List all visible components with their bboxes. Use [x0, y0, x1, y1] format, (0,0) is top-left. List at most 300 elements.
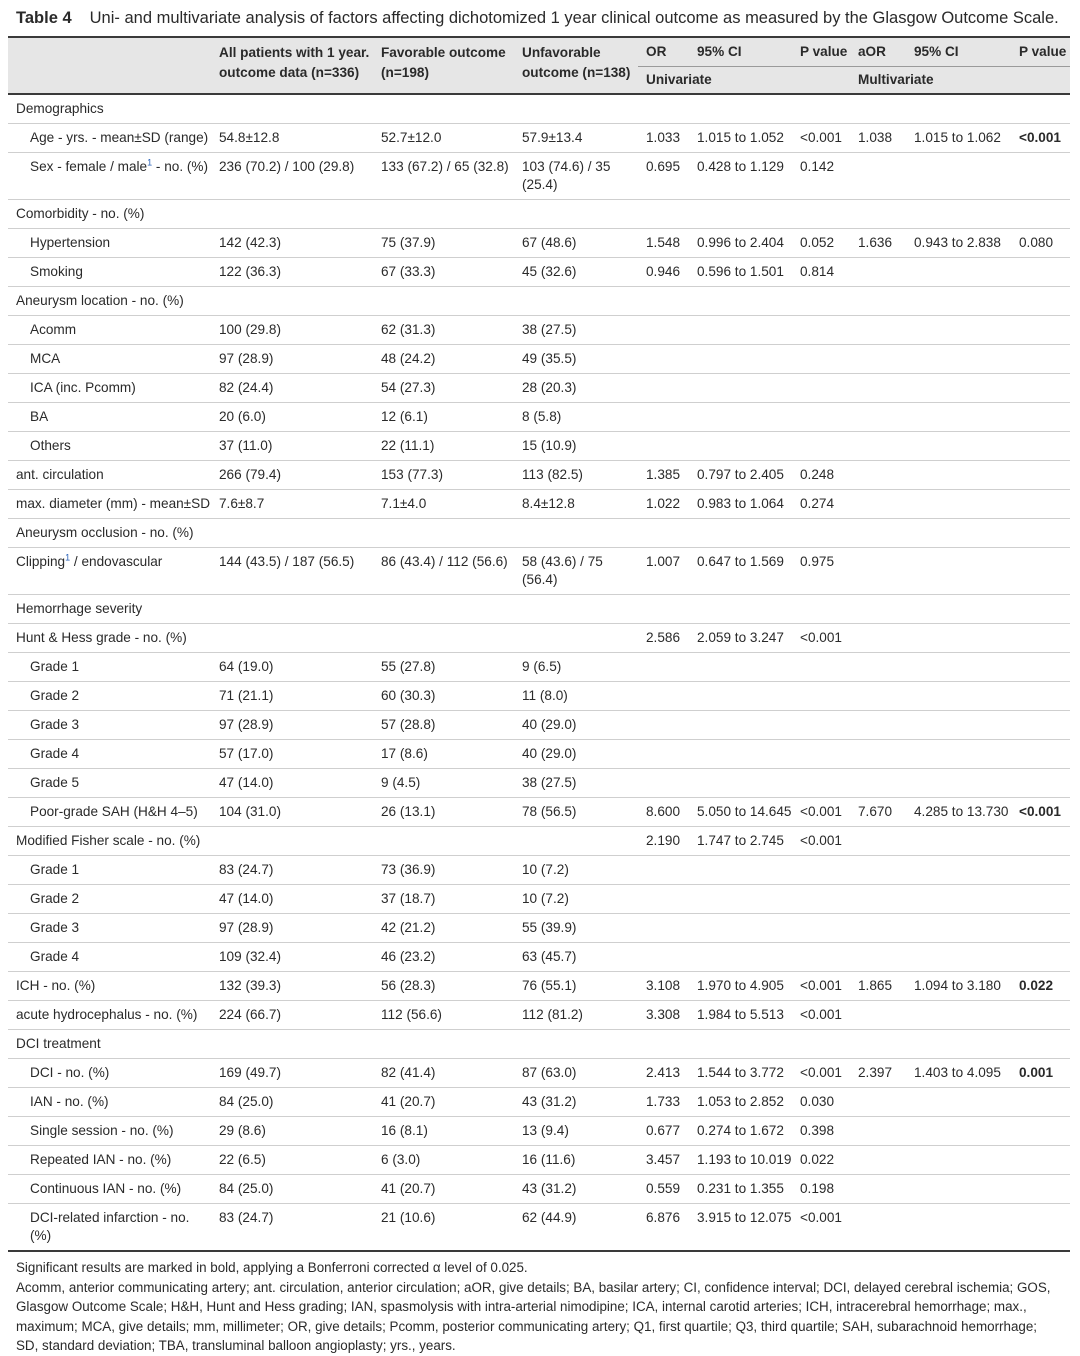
cell-adjusted-p-value [1011, 432, 1070, 461]
cell-p-value [792, 374, 850, 403]
cell-adjusted-ci: 1.094 to 3.180 [906, 972, 1011, 1001]
cell-all-patients: 224 (66.7) [211, 1001, 373, 1030]
row-label [8, 461, 211, 490]
table-row [8, 914, 1070, 943]
cell-aor [850, 490, 906, 519]
cell-p-value [792, 403, 850, 432]
cell-unfavorable: 87 (63.0) [514, 1059, 638, 1088]
row-label-text: Grade 5 [30, 775, 80, 790]
cell-favorable: 9 (4.5) [373, 769, 514, 798]
cell-unfavorable: 8 (5.8) [514, 403, 638, 432]
cell-unfavorable: 11 (8.0) [514, 682, 638, 711]
table-row [8, 972, 1070, 1001]
section-row [8, 200, 1070, 229]
row-label [8, 258, 211, 287]
row-label [8, 316, 211, 345]
cell-ci: 0.996 to 2.404 [689, 229, 792, 258]
header-multivariate: Multivariate [858, 72, 934, 87]
cell-or [638, 316, 689, 345]
cell-adjusted-ci [906, 316, 1011, 345]
table-row [8, 1204, 1070, 1252]
cell-p-value [792, 885, 850, 914]
table-row [8, 548, 1070, 595]
cell-all-patients: 22 (6.5) [211, 1146, 373, 1175]
row-label [8, 653, 211, 682]
cell-aor [850, 682, 906, 711]
cell-all-patients: 132 (39.3) [211, 972, 373, 1001]
cell-favorable: 67 (33.3) [373, 258, 514, 287]
cell-or: 0.559 [638, 1175, 689, 1204]
row-label [8, 490, 211, 519]
table-row [8, 1175, 1070, 1204]
row-label [8, 1175, 211, 1204]
cell-unfavorable: 38 (27.5) [514, 316, 638, 345]
cell-favorable [373, 624, 514, 653]
cell-adjusted-ci [906, 345, 1011, 374]
cell-adjusted-ci [906, 1117, 1011, 1146]
cell-all-patients [211, 624, 373, 653]
cell-p-value: 0.022 [792, 1146, 850, 1175]
cell-ci: 1.747 to 2.745 [689, 827, 792, 856]
cell-favorable: 46 (23.2) [373, 943, 514, 972]
cell-ci [689, 316, 792, 345]
cell-adjusted-ci [906, 403, 1011, 432]
cell-aor [850, 1146, 906, 1175]
cell-adjusted-p-value [1011, 374, 1070, 403]
cell-ci [689, 345, 792, 374]
cell-adjusted-ci [906, 258, 1011, 287]
cell-adjusted-ci [906, 740, 1011, 769]
row-label-suffix: / endovascular [70, 554, 163, 569]
cell-aor [850, 1175, 906, 1204]
cell-p-value [792, 711, 850, 740]
cell-adjusted-ci [906, 461, 1011, 490]
cell-or: 8.600 [638, 798, 689, 827]
cell-adjusted-p-value [1011, 711, 1070, 740]
cell-or: 1.022 [638, 490, 689, 519]
cell-or: 1.385 [638, 461, 689, 490]
table-row [8, 403, 1070, 432]
cell-unfavorable: 16 (11.6) [514, 1146, 638, 1175]
row-label-text: Grade 1 [30, 862, 80, 877]
row-label-text: BA [30, 409, 49, 424]
row-label [8, 856, 211, 885]
cell-aor [850, 403, 906, 432]
row-label-text: Age - yrs. - mean±SD (range) [30, 130, 209, 145]
cell-ci [689, 769, 792, 798]
cell-adjusted-ci [906, 374, 1011, 403]
table-row [8, 943, 1070, 972]
cell-adjusted-ci [906, 827, 1011, 856]
cell-unfavorable: 76 (55.1) [514, 972, 638, 1001]
cell-aor [850, 1001, 906, 1030]
section-label: Demographics [8, 94, 1070, 124]
cell-all-patients: 29 (8.6) [211, 1117, 373, 1146]
row-label [8, 914, 211, 943]
cell-adjusted-p-value [1011, 682, 1070, 711]
cell-adjusted-p-value [1011, 1117, 1070, 1146]
cell-aor [850, 711, 906, 740]
row-label [8, 682, 211, 711]
cell-adjusted-ci [906, 1088, 1011, 1117]
cell-adjusted-ci [906, 490, 1011, 519]
cell-ci: 1.984 to 5.513 [689, 1001, 792, 1030]
cell-adjusted-ci [906, 1175, 1011, 1204]
cell-p-value: 0.274 [792, 490, 850, 519]
row-label [8, 432, 211, 461]
section-row [8, 595, 1070, 624]
cell-all-patients: 236 (70.2) / 100 (29.8) [211, 153, 373, 200]
cell-favorable: 54 (27.3) [373, 374, 514, 403]
cell-all-patients: 122 (36.3) [211, 258, 373, 287]
cell-favorable: 12 (6.1) [373, 403, 514, 432]
cell-ci [689, 403, 792, 432]
cell-all-patients: 97 (28.9) [211, 914, 373, 943]
cell-all-patients: 57 (17.0) [211, 740, 373, 769]
cell-p-value: <0.001 [792, 798, 850, 827]
table-row [8, 653, 1070, 682]
cell-p-value: 0.398 [792, 1117, 850, 1146]
cell-unfavorable: 15 (10.9) [514, 432, 638, 461]
cell-aor [850, 1204, 906, 1252]
cell-unfavorable: 8.4±12.8 [514, 490, 638, 519]
row-label-text: Clipping [16, 554, 66, 569]
cell-adjusted-p-value [1011, 856, 1070, 885]
cell-all-patients: 47 (14.0) [211, 769, 373, 798]
cell-unfavorable: 38 (27.5) [514, 769, 638, 798]
table-body [8, 94, 1070, 1251]
cell-unfavorable: 13 (9.4) [514, 1117, 638, 1146]
cell-or: 1.033 [638, 124, 689, 153]
table-row [8, 345, 1070, 374]
cell-adjusted-ci [906, 432, 1011, 461]
cell-unfavorable: 40 (29.0) [514, 740, 638, 769]
cell-favorable: 41 (20.7) [373, 1175, 514, 1204]
cell-favorable: 73 (36.9) [373, 856, 514, 885]
cell-aor [850, 914, 906, 943]
header-all-patients: All patients with 1 year. outcome data (n=336) [219, 44, 370, 80]
cell-or: 0.677 [638, 1117, 689, 1146]
table-label: Table 4 [16, 8, 72, 27]
section-row [8, 94, 1070, 124]
cell-favorable: 16 (8.1) [373, 1117, 514, 1146]
table-row [8, 1088, 1070, 1117]
cell-aor: 2.397 [850, 1059, 906, 1088]
cell-favorable: 55 (27.8) [373, 653, 514, 682]
cell-unfavorable [514, 624, 638, 653]
cell-adjusted-ci [906, 1001, 1011, 1030]
row-label-text: Grade 4 [30, 746, 80, 761]
row-label-text: Acomm [30, 322, 77, 337]
section-label: Comorbidity - no. (%) [8, 200, 1070, 229]
cell-unfavorable: 67 (48.6) [514, 229, 638, 258]
cell-all-patients: 109 (32.4) [211, 943, 373, 972]
cell-adjusted-ci [906, 1204, 1011, 1252]
cell-adjusted-p-value [1011, 258, 1070, 287]
row-label-text: Grade 3 [30, 717, 80, 732]
cell-all-patients: 37 (11.0) [211, 432, 373, 461]
cell-or: 3.457 [638, 1146, 689, 1175]
row-label-text: max. diameter (mm) - mean±SD [16, 496, 211, 511]
cell-p-value: 0.142 [792, 153, 850, 200]
cell-favorable: 86 (43.4) / 112 (56.6) [373, 548, 514, 595]
cell-p-value: 0.052 [792, 229, 850, 258]
row-label [8, 1146, 211, 1175]
row-label-text: Others [30, 438, 71, 453]
cell-all-patients: 144 (43.5) / 187 (56.5) [211, 548, 373, 595]
table-row [8, 490, 1070, 519]
cell-unfavorable: 49 (35.5) [514, 345, 638, 374]
footnote-marker: 1 [65, 552, 71, 563]
cell-ci: 3.915 to 12.075 [689, 1204, 792, 1252]
cell-all-patients: 84 (25.0) [211, 1175, 373, 1204]
table-row [8, 856, 1070, 885]
cell-ci: 0.428 to 1.129 [689, 153, 792, 200]
cell-or: 0.946 [638, 258, 689, 287]
table-row [8, 740, 1070, 769]
cell-p-value [792, 432, 850, 461]
cell-favorable: 153 (77.3) [373, 461, 514, 490]
cell-unfavorable: 103 (74.6) / 35 (25.4) [514, 153, 638, 200]
cell-adjusted-ci [906, 711, 1011, 740]
cell-ci [689, 682, 792, 711]
section-label: DCI treatment [8, 1030, 1070, 1059]
cell-aor [850, 769, 906, 798]
cell-p-value [792, 769, 850, 798]
cell-favorable: 112 (56.6) [373, 1001, 514, 1030]
row-label-text: Grade 2 [30, 891, 80, 906]
cell-p-value: 0.030 [792, 1088, 850, 1117]
section-row [8, 287, 1070, 316]
cell-all-patients [211, 827, 373, 856]
table-page [8, 0, 1070, 1356]
row-label [8, 885, 211, 914]
cell-all-patients: 7.6±8.7 [211, 490, 373, 519]
cell-aor [850, 345, 906, 374]
cell-adjusted-ci [906, 682, 1011, 711]
table-caption [8, 0, 1070, 38]
cell-adjusted-ci [906, 548, 1011, 595]
table-row [8, 827, 1070, 856]
cell-ci [689, 432, 792, 461]
table-title: Uni- and multivariate analysis of factors affecting dichotomized 1 year clinical outcome as measured by the Glasgow Outcome Scale. [89, 8, 1059, 27]
cell-aor [850, 374, 906, 403]
cell-ci [689, 885, 792, 914]
cell-p-value: <0.001 [792, 972, 850, 1001]
cell-unfavorable: 9 (6.5) [514, 653, 638, 682]
cell-p-value: 0.248 [792, 461, 850, 490]
cell-all-patients: 47 (14.0) [211, 885, 373, 914]
cell-favorable: 22 (11.1) [373, 432, 514, 461]
table-row [8, 153, 1070, 200]
cell-adjusted-p-value [1011, 1088, 1070, 1117]
cell-favorable: 17 (8.6) [373, 740, 514, 769]
header-favorable: Favorable outcome (n=198) [381, 44, 506, 80]
header-ap: P value [1011, 38, 1070, 67]
cell-all-patients: 71 (21.1) [211, 682, 373, 711]
cell-adjusted-ci: 0.943 to 2.838 [906, 229, 1011, 258]
cell-or [638, 653, 689, 682]
cell-or: 1.733 [638, 1088, 689, 1117]
row-label-text: Hypertension [30, 235, 111, 250]
cell-or [638, 403, 689, 432]
row-label-text: Sex - female / male [30, 159, 148, 174]
cell-adjusted-ci: 1.403 to 4.095 [906, 1059, 1011, 1088]
cell-favorable: 133 (67.2) / 65 (32.8) [373, 153, 514, 200]
cell-ci: 1.193 to 10.019 [689, 1146, 792, 1175]
cell-or: 3.108 [638, 972, 689, 1001]
cell-favorable: 26 (13.1) [373, 798, 514, 827]
cell-adjusted-ci [906, 653, 1011, 682]
cell-all-patients: 104 (31.0) [211, 798, 373, 827]
cell-ci: 0.596 to 1.501 [689, 258, 792, 287]
cell-adjusted-ci [906, 885, 1011, 914]
cell-or [638, 914, 689, 943]
row-label-text: Repeated IAN - no. (%) [30, 1152, 172, 1167]
cell-adjusted-p-value [1011, 403, 1070, 432]
row-label-text: Continuous IAN - no. (%) [30, 1181, 182, 1196]
row-label-text: Single session - no. (%) [30, 1123, 174, 1138]
cell-unfavorable: 62 (44.9) [514, 1204, 638, 1252]
cell-ci: 1.053 to 2.852 [689, 1088, 792, 1117]
table-row [8, 769, 1070, 798]
row-label-text: ICA (inc. Pcomm) [30, 380, 136, 395]
abbreviations-note: Acomm, anterior communicating artery; ant. circulation, anterior circulation; aOR, give details; BA, basilar artery; CI, confidence interval; DCI, delayed cerebral ischemia; GOS, Glasgow Outcome Scale; H&H, Hunt and Hess grading; IAN, spasmolysis with intra-arterial nimodipine; ICA, internal carotid arteries; ICH, intracerebral hemorrhage; max., maximum; MCA, give details; mm, millimeter; OR, give details; Pcomm, posterior communicating artery; Q1, first quartile; Q3, third quartile; SAH, subarachnoid hemorrhage; SD, standard deviation; TBA, transluminal balloon angioplasty; yrs., years. [16, 1279, 1051, 1353]
header-unfavorable: Unfavorable outcome (n=138) [522, 44, 631, 80]
cell-favorable: 52.7±12.0 [373, 124, 514, 153]
row-label [8, 124, 211, 153]
cell-aor [850, 316, 906, 345]
cell-ci: 0.647 to 1.569 [689, 548, 792, 595]
cell-favorable: 62 (31.3) [373, 316, 514, 345]
section-row [8, 1030, 1070, 1059]
cell-p-value: 0.198 [792, 1175, 850, 1204]
cell-adjusted-ci [906, 624, 1011, 653]
cell-all-patients: 82 (24.4) [211, 374, 373, 403]
cell-ci [689, 711, 792, 740]
cell-all-patients: 97 (28.9) [211, 711, 373, 740]
cell-ci: 0.274 to 1.672 [689, 1117, 792, 1146]
header-blank [8, 38, 211, 94]
cell-or [638, 682, 689, 711]
cell-p-value [792, 682, 850, 711]
cell-ci: 1.015 to 1.052 [689, 124, 792, 153]
cell-adjusted-p-value [1011, 490, 1070, 519]
cell-unfavorable: 43 (31.2) [514, 1175, 638, 1204]
table-row [8, 1001, 1070, 1030]
cell-p-value [792, 316, 850, 345]
cell-adjusted-p-value [1011, 461, 1070, 490]
row-label [8, 711, 211, 740]
cell-all-patients: 64 (19.0) [211, 653, 373, 682]
cell-adjusted-ci [906, 153, 1011, 200]
cell-aor [850, 624, 906, 653]
cell-adjusted-p-value [1011, 153, 1070, 200]
table-row [8, 374, 1070, 403]
cell-unfavorable: 10 (7.2) [514, 856, 638, 885]
cell-favorable: 82 (41.4) [373, 1059, 514, 1088]
cell-aor [850, 827, 906, 856]
cell-p-value [792, 943, 850, 972]
cell-favorable: 57 (28.8) [373, 711, 514, 740]
cell-unfavorable: 78 (56.5) [514, 798, 638, 827]
table-notes [8, 1252, 1070, 1356]
row-label-text: acute hydrocephalus - no. (%) [16, 1007, 198, 1022]
table-row [8, 711, 1070, 740]
cell-or: 0.695 [638, 153, 689, 200]
cell-adjusted-p-value [1011, 827, 1070, 856]
header-or: OR [638, 38, 689, 67]
cell-all-patients: 83 (24.7) [211, 856, 373, 885]
cell-favorable [373, 827, 514, 856]
row-label [8, 740, 211, 769]
cell-ci: 1.970 to 4.905 [689, 972, 792, 1001]
table-row [8, 1146, 1070, 1175]
cell-favorable: 56 (28.3) [373, 972, 514, 1001]
cell-aor [850, 1088, 906, 1117]
table-row [8, 885, 1070, 914]
cell-aor: 1.038 [850, 124, 906, 153]
table-row [8, 229, 1070, 258]
cell-ci: 0.983 to 1.064 [689, 490, 792, 519]
section-row [8, 519, 1070, 548]
cell-adjusted-p-value [1011, 769, 1070, 798]
cell-p-value [792, 856, 850, 885]
row-label-text: Smoking [30, 264, 83, 279]
row-label-text: ICH - no. (%) [16, 978, 96, 993]
cell-or [638, 769, 689, 798]
cell-aor [850, 740, 906, 769]
cell-all-patients: 54.8±12.8 [211, 124, 373, 153]
cell-ci [689, 740, 792, 769]
cell-favorable: 60 (30.3) [373, 682, 514, 711]
cell-p-value [792, 653, 850, 682]
cell-favorable: 42 (21.2) [373, 914, 514, 943]
table-row [8, 124, 1070, 153]
cell-all-patients: 169 (49.7) [211, 1059, 373, 1088]
table-row [8, 432, 1070, 461]
cell-adjusted-p-value [1011, 885, 1070, 914]
row-label [8, 972, 211, 1001]
cell-or: 2.413 [638, 1059, 689, 1088]
row-label-text: Grade 3 [30, 920, 80, 935]
cell-or [638, 374, 689, 403]
cell-unfavorable [514, 827, 638, 856]
row-label [8, 374, 211, 403]
row-label [8, 943, 211, 972]
cell-favorable: 21 (10.6) [373, 1204, 514, 1252]
section-label: Hemorrhage severity [8, 595, 1070, 624]
section-label: Aneurysm occlusion - no. (%) [8, 519, 1070, 548]
cell-adjusted-p-value: 0.080 [1011, 229, 1070, 258]
cell-p-value: <0.001 [792, 1204, 850, 1252]
cell-adjusted-p-value: <0.001 [1011, 798, 1070, 827]
cell-ci [689, 374, 792, 403]
cell-ci: 0.797 to 2.405 [689, 461, 792, 490]
cell-adjusted-p-value [1011, 740, 1070, 769]
row-label-text: Grade 4 [30, 949, 80, 964]
cell-favorable: 7.1±4.0 [373, 490, 514, 519]
cell-p-value: <0.001 [792, 624, 850, 653]
cell-or [638, 856, 689, 885]
cell-unfavorable: 43 (31.2) [514, 1088, 638, 1117]
row-label [8, 345, 211, 374]
header-ci: 95% CI [689, 38, 792, 67]
cell-or [638, 432, 689, 461]
cell-p-value: <0.001 [792, 1001, 850, 1030]
cell-adjusted-p-value [1011, 345, 1070, 374]
cell-adjusted-p-value [1011, 548, 1070, 595]
